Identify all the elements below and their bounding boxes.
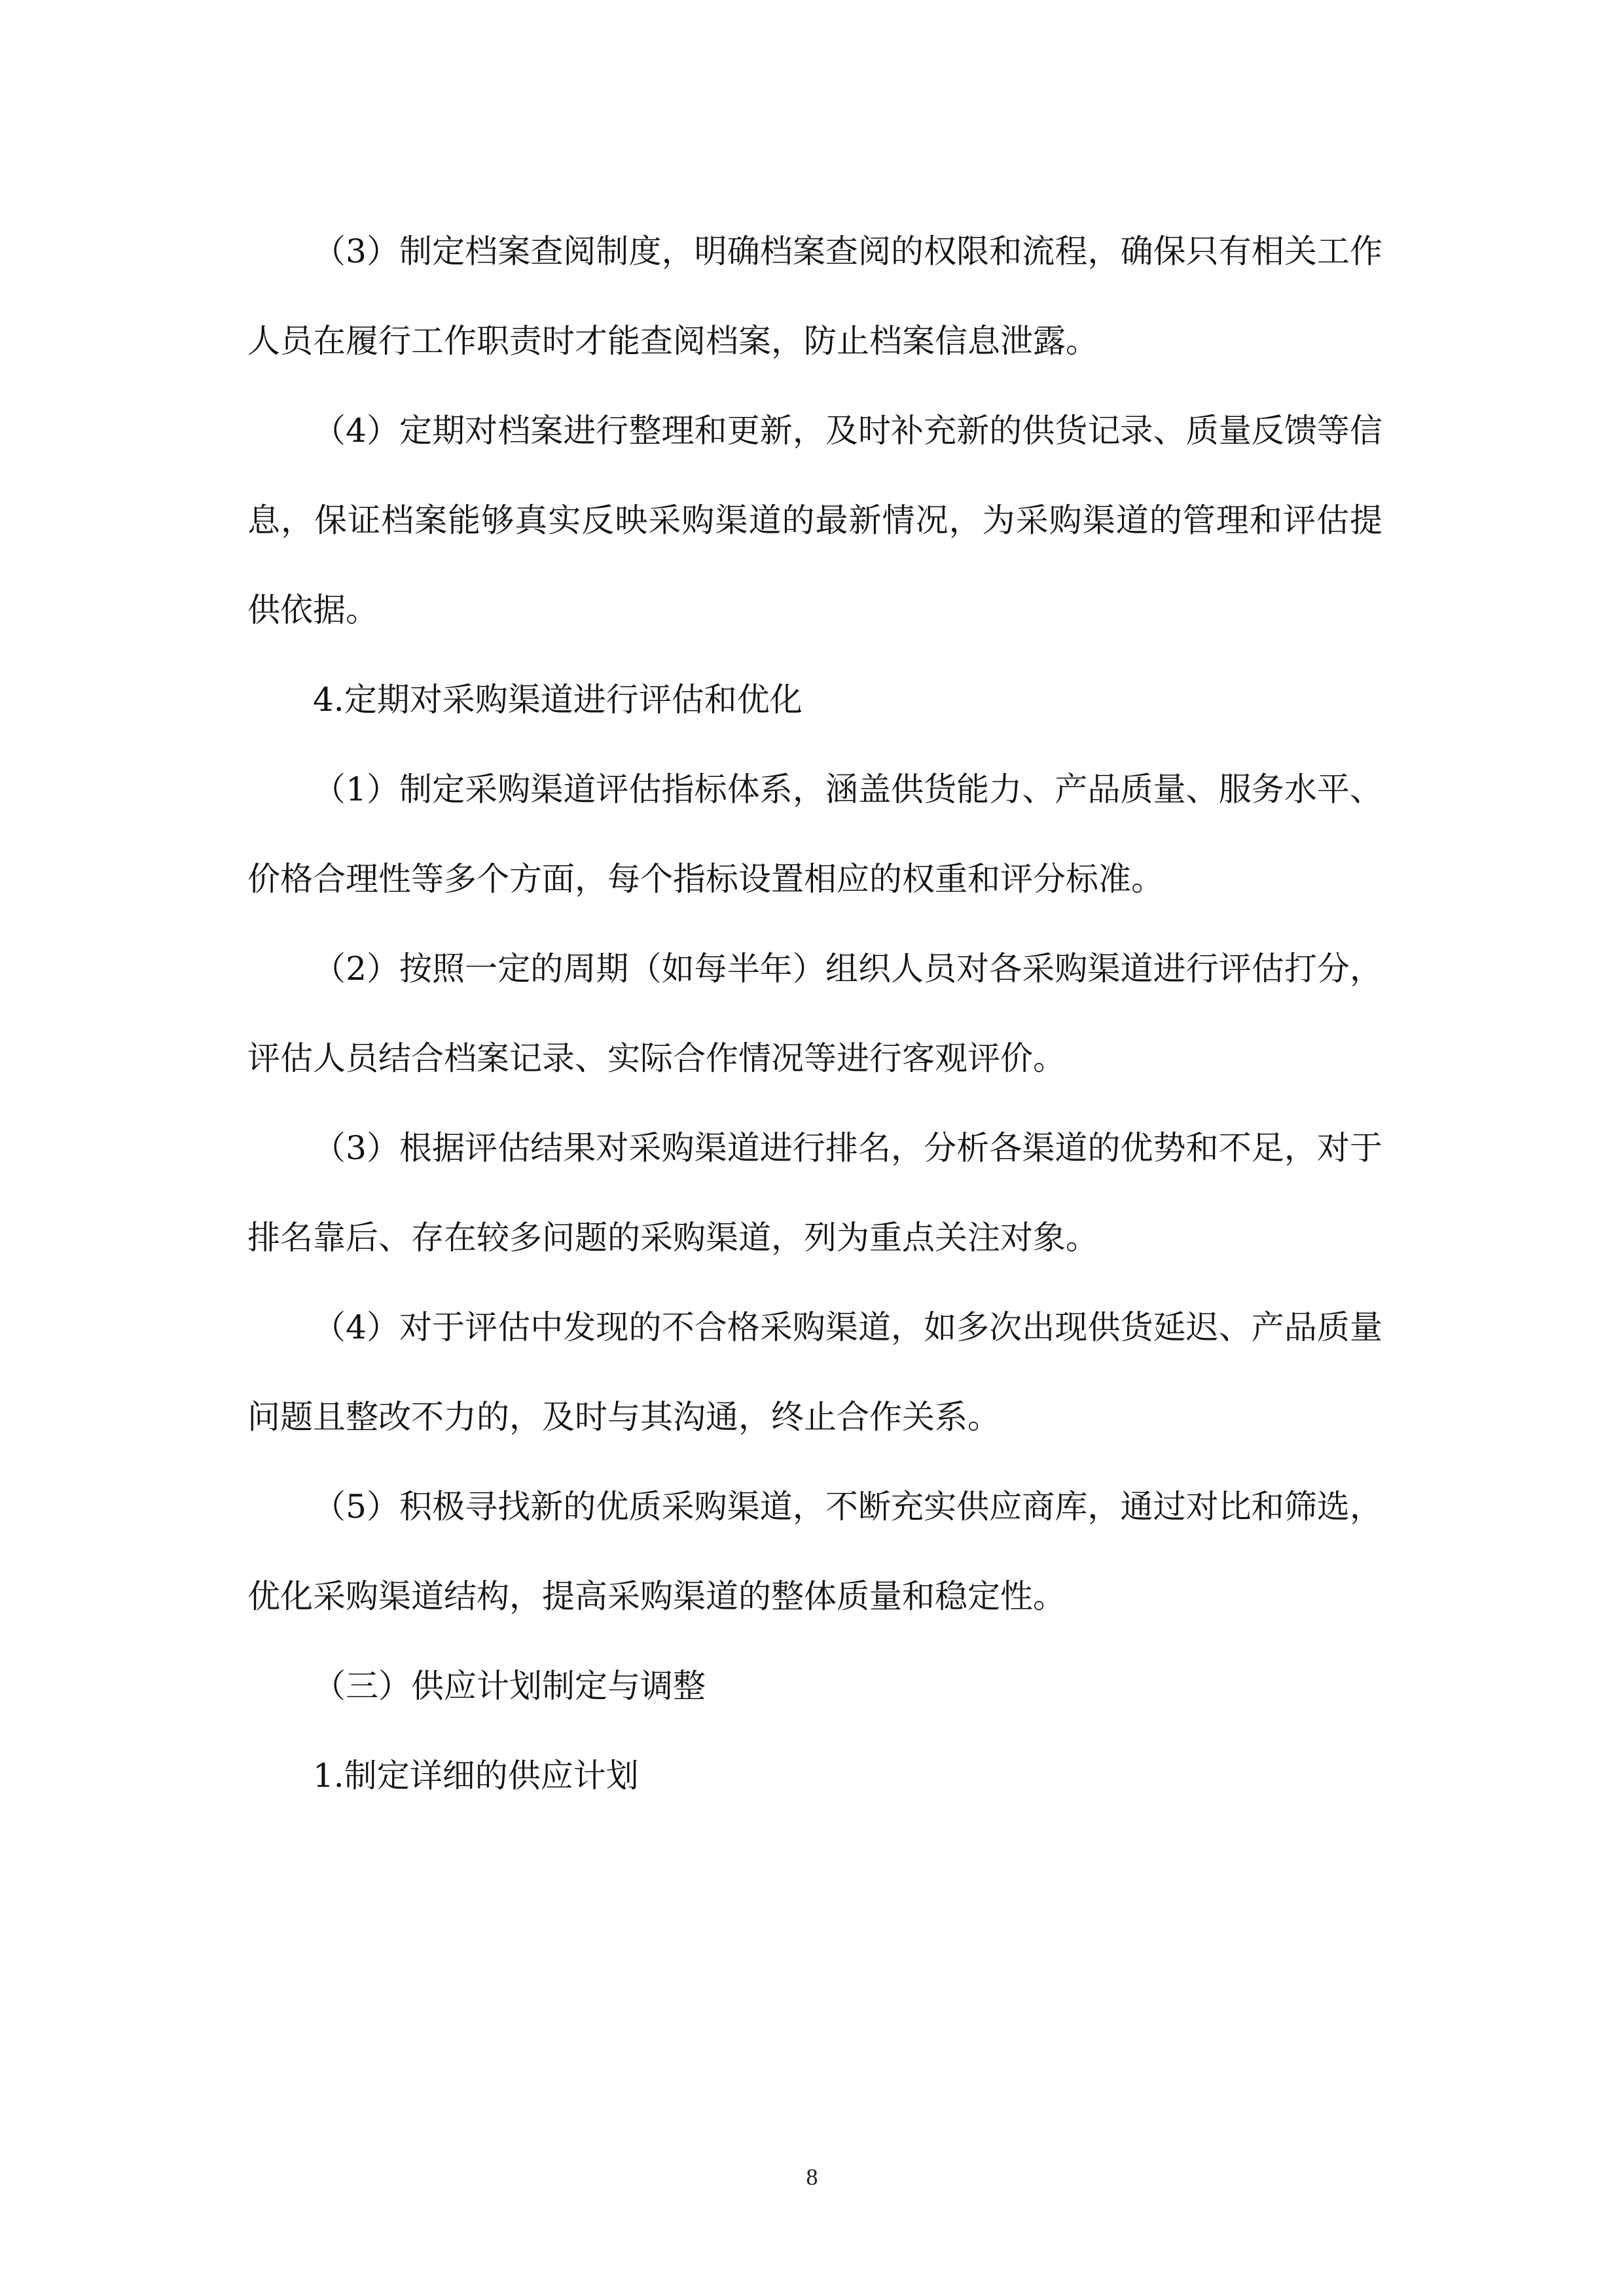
paragraph-unqualified-channels: （4）对于评估中发现的不合格采购渠道，如多次出现供货延迟、产品质量问题且整改不力的，及时与其沟通，终止合作关系。 [247, 1308, 1382, 1436]
page-number: 8 [806, 2164, 818, 2190]
document-body [247, 207, 1382, 1821]
paragraph-ranking: （3）根据评估结果对采购渠道进行排名，分析各渠道的优势和不足，对于排名靠后、存在较多问题的采购渠道，列为重点关注对象。 [247, 1129, 1382, 1257]
paragraph-new-channels: （5）积极寻找新的优质采购渠道，不断充实供应商库，通过对比和筛选，优化采购渠道结构，提高采购渠道的整体质量和稳定性。 [247, 1488, 1382, 1615]
paragraph-archive-update: （4）定期对档案进行整理和更新，及时补充新的供货记录、质量反馈等信息，保证档案能够真实反映采购渠道的最新情况，为采购渠道的管理和评估提供依据。 [247, 412, 1382, 629]
paragraph-evaluation-cycle: （2）按照一定的周期（如每半年）组织人员对各采购渠道进行评估打分，评估人员结合档案记录、实际合作情况等进行客观评价。 [247, 950, 1382, 1077]
paragraph-evaluation-index: （1）制定采购渠道评估指标体系，涵盖供货能力、产品质量、服务水平、价格合理性等多个方面，每个指标设置相应的权重和评分标准。 [247, 770, 1382, 898]
section-heading-evaluation: 4.定期对采购渠道进行评估和优化 [313, 681, 803, 719]
section-heading-supply-plan: （三）供应计划制定与调整 [313, 1667, 706, 1705]
paragraph-archive-access: （3）制定档案查阅制度，明确档案查阅的权限和流程，确保只有相关工作人员在履行工作职责时才能查阅档案，防止档案信息泄露。 [247, 232, 1382, 360]
subsection-heading-detailed-plan: 1.制定详细的供应计划 [313, 1757, 639, 1795]
